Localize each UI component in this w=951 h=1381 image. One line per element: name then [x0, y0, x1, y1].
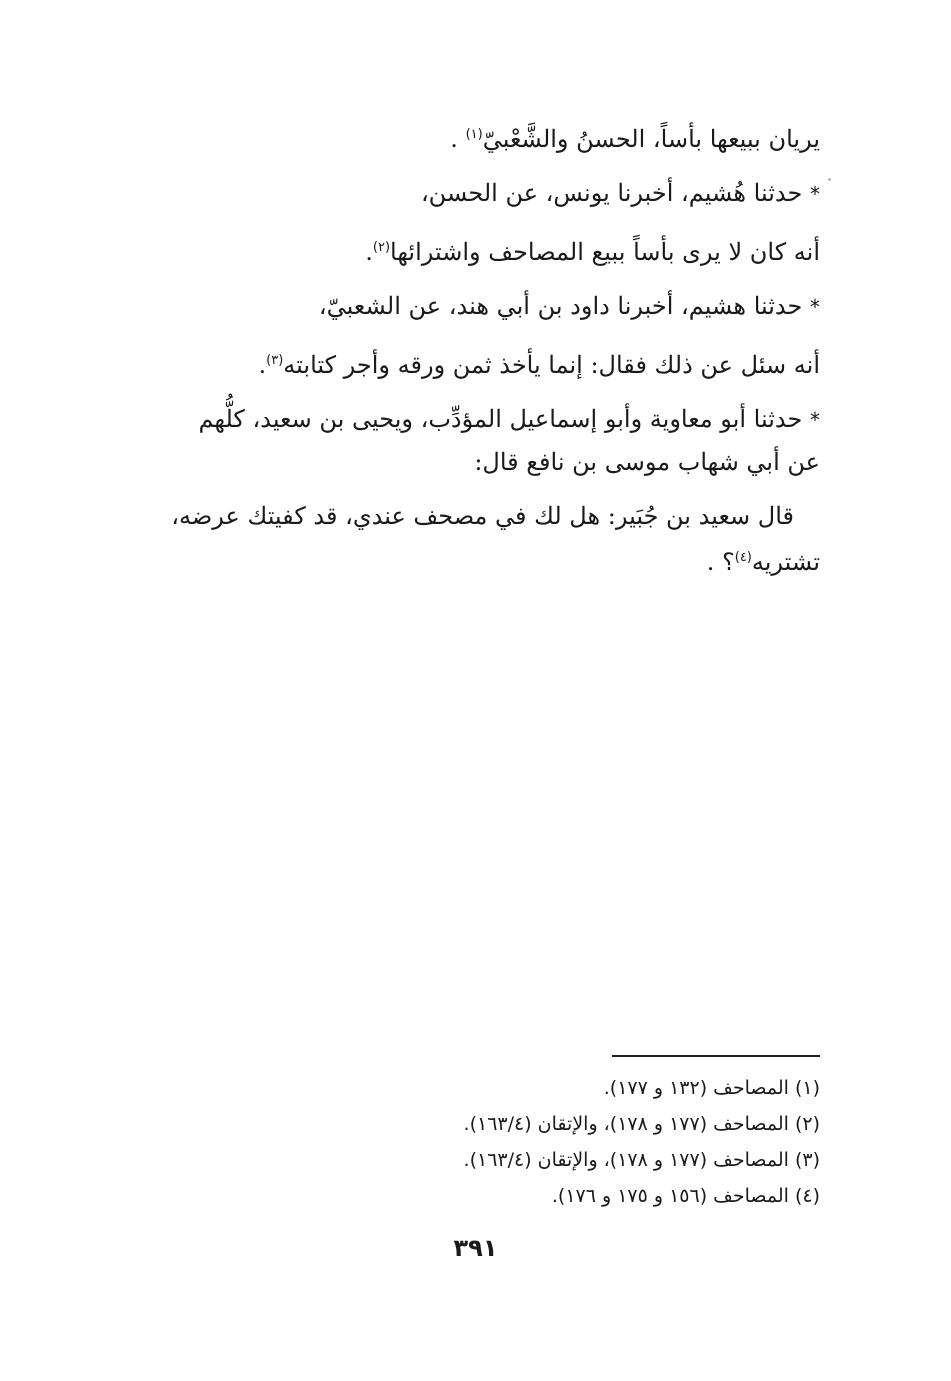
text-line-1	[120, 108, 820, 166]
footnotes	[220, 1070, 820, 1214]
line-5-text: أنه سئل عن ذلك فقال: إنما يأخذ ثمن ورقه وأجر كتابته	[283, 351, 820, 379]
line-1-end: .	[450, 125, 458, 153]
line-3-text: أنه كان لا يرى بأساً ببيع المصاحف واشترائها	[390, 238, 820, 266]
footnote-3: (٣) المصاحف (١٧٧ و ١٧٨)، والإتقان (١٦٣/٤).	[463, 1149, 820, 1171]
line-3-end: .	[365, 238, 373, 266]
line-7-text: عن أبي شهاب موسى بن نافع قال:	[474, 448, 820, 476]
main-text	[120, 108, 820, 589]
page-number: ٣٩١	[453, 1234, 498, 1262]
line-8-text: قال سعيد بن جُبَير: هل لك في مصحف عندي، قد كفيتك عرضه،	[171, 502, 794, 530]
footnote-ref-2: (٢)	[372, 240, 391, 255]
footnote-1: (١) المصاحف (١٣٢ و ١٧٧).	[603, 1077, 820, 1099]
line-4-text: حدثنا هشيم، أخبرنا داود بن أبي هند، عن الشعبيّ،	[318, 292, 803, 320]
text-line-4	[120, 279, 820, 334]
line-2-text: حدثنا هُشيم، أخبرنا يونس، عن الحسن،	[420, 179, 803, 207]
line-9-text: تشتريه	[751, 548, 820, 576]
text-line-5	[120, 334, 820, 392]
star-mark: *	[810, 408, 820, 432]
footnote-2: (٢) المصاحف (١٧٧ و ١٧٨)، والإتقان (١٦٣/٤).	[463, 1113, 820, 1135]
line-1-text: يريان ببيعها بأساً، الحسنُ والشَّعْبيّ	[482, 125, 820, 153]
footnote-separator	[612, 1055, 820, 1057]
text-line-2	[120, 166, 820, 221]
footnote-ref-4: (٤)	[734, 550, 752, 565]
footnote-ref-1: (١)	[465, 127, 483, 142]
scan-speck	[828, 178, 831, 181]
star-mark: *	[810, 182, 820, 206]
line-6-text: حدثنا أبو معاوية وأبو إسماعيل المؤدِّب، ويحيى بن سعيد، كلُّهم	[198, 405, 803, 433]
footnote-4: (٤) المصاحف (١٥٦ و ١٧٥ و ١٧٦).	[551, 1185, 820, 1207]
line-9-end: ؟ .	[706, 548, 735, 576]
footnote-ref-3: (٣)	[266, 353, 284, 368]
star-mark: *	[810, 295, 820, 319]
text-line-3	[120, 221, 820, 279]
line-5-end: .	[258, 351, 267, 379]
